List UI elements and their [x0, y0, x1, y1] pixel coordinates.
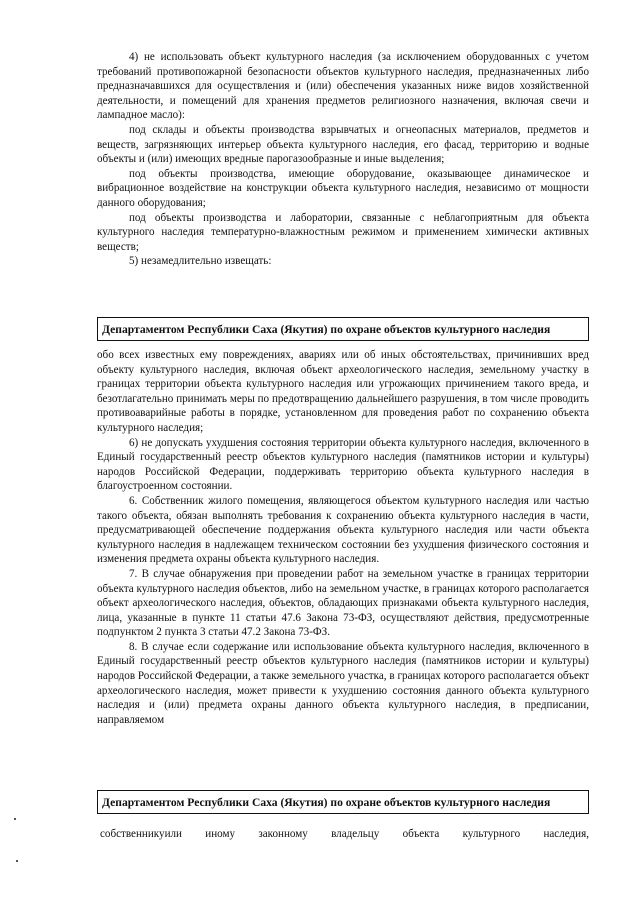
word: владельцу [331, 828, 380, 840]
word: объекта [402, 828, 440, 840]
section-middle [97, 348, 589, 727]
section-top [97, 50, 589, 269]
last-line [100, 828, 589, 840]
paragraph-production-vibration: под объекты производства, имеющие оборудование, оказывающее динамическое и вибрационное воздействие на конструкции объекта культурного наследия, независимо от мощности данного оборудования; [97, 167, 589, 209]
word: иному [205, 828, 236, 840]
paragraph-point-7-discovery: 7. В случае обнаружения при проведении работ на земельном участке в границах территории объекта культурного наследия объектов, либо на земельном участке, в границах которого располагается объект археологического наследия, объектов, обладающих признаками объекта культурного наследия, лица, указанные в пункте 11 статьи 47.6 Закона 73-ФЗ, осуществляют действия, предусмотренные подпунктом 2 пункта 3 статьи 47.2 Закона 73-ФЗ. [97, 567, 589, 639]
scan-speck [16, 860, 18, 862]
word: наследия, [543, 828, 589, 840]
department-frame-2: Департаментом Республики Саха (Якутия) по охране объектов культурного наследия [97, 790, 589, 814]
word: собственникуили [100, 828, 182, 840]
paragraph-point-6-owner: 6. Собственник жилого помещения, являющегося объектом культурного наследия или частью такого объекта, обязан выполнять требования к сохранению объекта культурного наследия в части, предусматривающей обеспечение поддержания объекта культурного наследия или части объекта культурного наследия в надлежащем техническом состоянии без ухудшения физического состояния и изменения предмета охраны объекта культурного наследия. [97, 494, 589, 566]
paragraph-item-5: 5) незамедлительно извещать: [129, 255, 272, 268]
word: культурного [462, 828, 521, 840]
paragraph-warehouses: под склады и объекты производства взрывчатых и огнеопасных материалов, предметов и веществ, загрязняющих интерьер объекта культурного наследия, его фасад, территорию и водные объекты и (или) имеющих вредные парогазообразные и иные выделения; [97, 123, 589, 166]
paragraph-point-8-content: 8. В случае если содержание или использование объекта культурного наследия, включенного в Единый государственный реестр объектов культурного наследия (памятников истории и культуры) народов Российской Федерации, а также земельного участка, в границах которого располагается объект археологического наследия, может привести к ухудшению состояния данного объекта культурного наследия и (или) предмета охраны данного объекта культурного наследия, в предписании, направляемом [97, 640, 589, 726]
paragraph-item-4: 4) не использовать объект культурного наследия (за исключением оборудованных с учетом требований противопожарной безопасности объектов культурного наследия, предназначенных либо предназначавшихся для осуществления и (или) обеспечения указанных ниже видов хозяйственной деятельности, и помещений для хранения предметов религиозного назначения, включая свечи и лампадное масло): [97, 51, 589, 122]
word: законному [258, 828, 308, 840]
paragraph-damage-notice: обо всех известных ему повреждениях, авариях или об иных обстоятельствах, причинивших вред объекту культурного наследия, включая объект археологического наследия, земельному участку в границах территории объекта культурного наследия или угрожающих причинением такого вреда, и безотлагательно принимать меры по предотвращению дальнейшего разрушения, в том числе проводить противоаварийные работы в порядке, установленном для проведения работ по сохранению объекта культурного наследия; [97, 349, 589, 434]
paragraph-item-6-territory: 6) не допускать ухудшения состояния территории объекта культурного наследия, включенного в Единый государственный реестр объектов культурного наследия (памятников истории и культуры) народов Российской Федерации, поддерживать территорию объекта культурного наследия в благоустроенном состоянии. [97, 436, 589, 493]
department-frame-1: Департаментом Республики Саха (Якутия) по охране объектов культурного наследия [97, 317, 589, 341]
scan-speck [14, 818, 16, 820]
paragraph-laboratories: под объекты производства и лаборатории, связанные с неблагоприятным для объекта культурного наследия температурно-влажностным режимом и применением химически активных веществ; [97, 211, 589, 253]
